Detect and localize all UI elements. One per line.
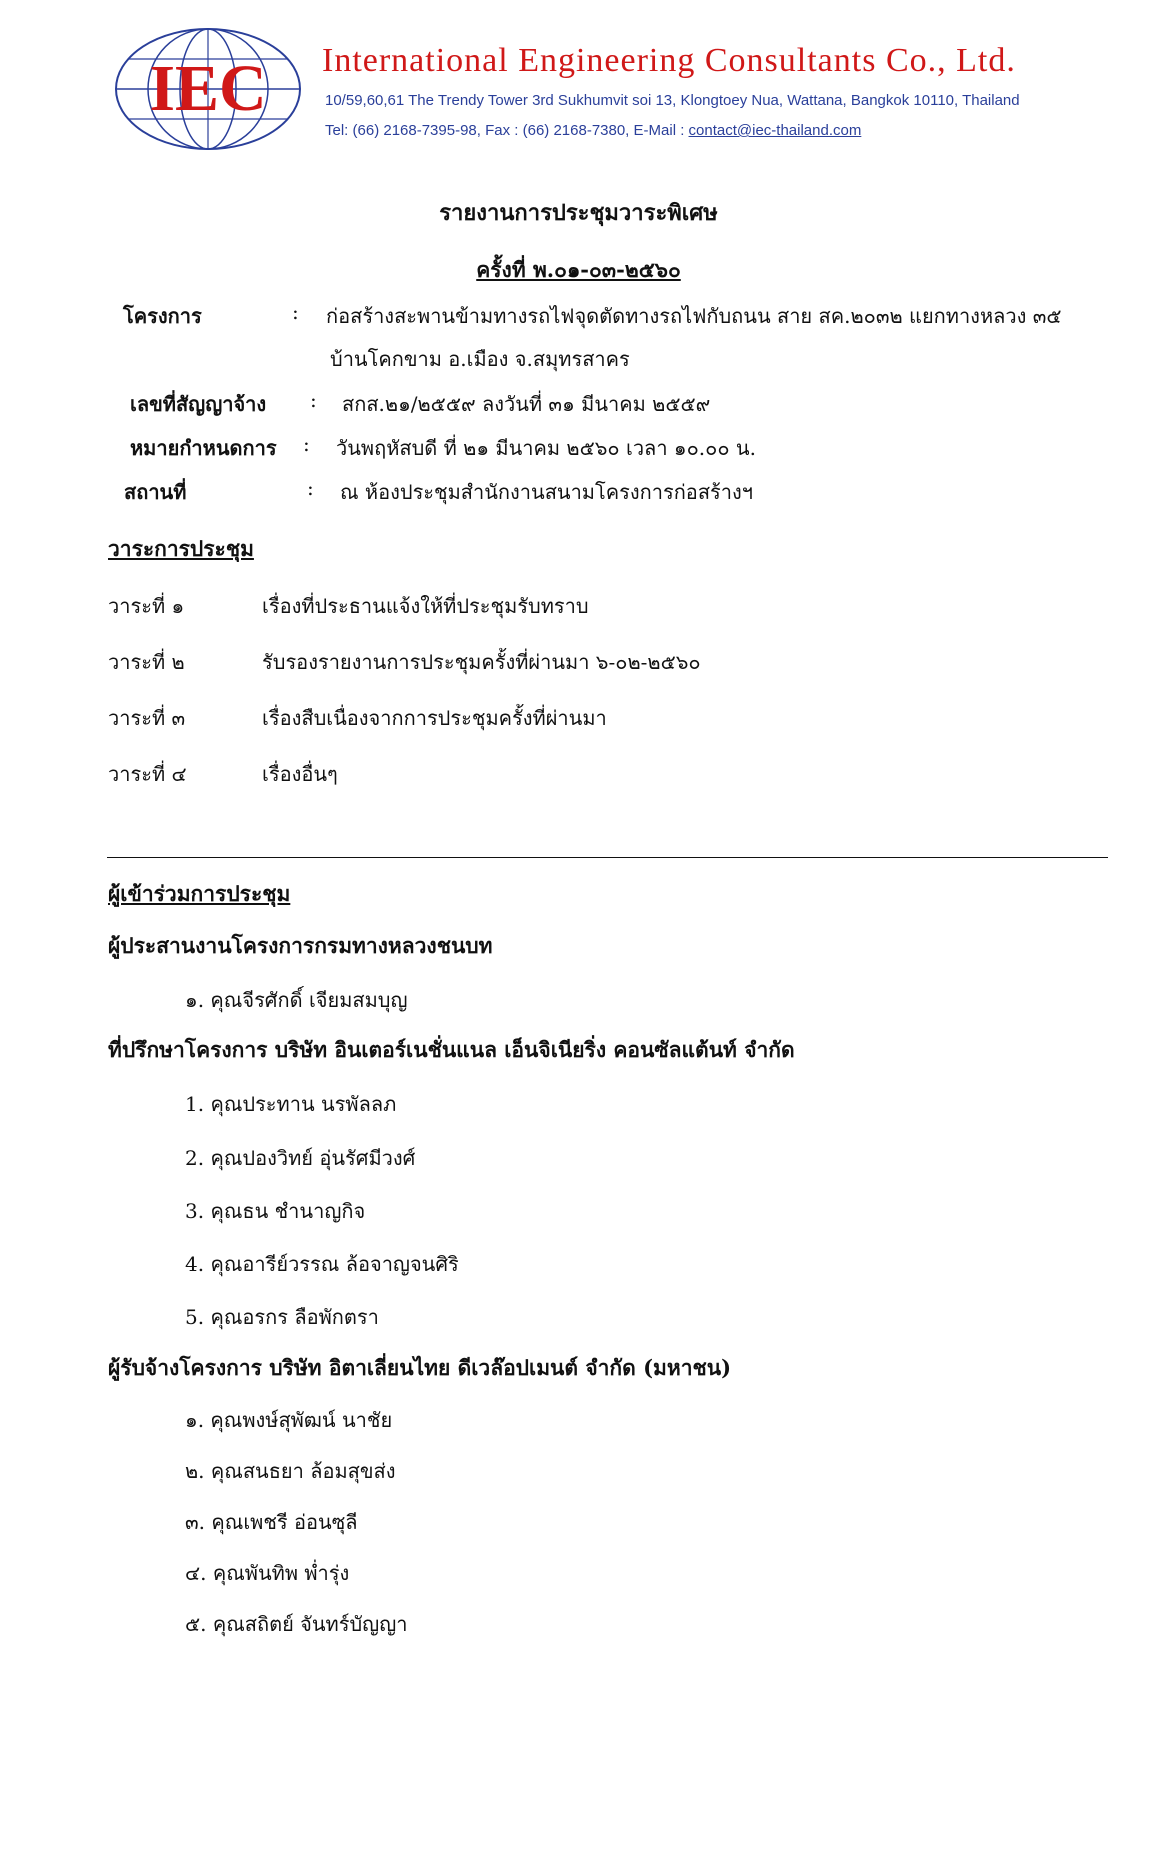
attendee-name: 1. คุณประทาน นรพัลลภ <box>185 1092 397 1116</box>
project-value: ก่อสร้างสะพานข้ามทางรถไฟจุดตัดทางรถไฟกับถนน สาย สค.๒๐๓๒ แยกทางหลวง ๓๕ <box>326 304 1062 328</box>
attendee-name: 4. คุณอารีย์วรรณ ล้อจาญจนศิริ <box>185 1252 459 1276</box>
attendee-name: 3. คุณธน ชำนาญกิจ <box>185 1199 366 1223</box>
agenda-item-text: เรื่องสืบเนื่องจากการประชุมครั้งที่ผ่านมา <box>262 706 607 730</box>
attendee-name: 2. คุณปองวิทย์ อุ่นรัศมีวงศ์ <box>185 1146 416 1170</box>
schedule-label: หมายกำหนดการ <box>130 436 277 460</box>
contract-value: สกส.๒๑/๒๕๕๙ ลงวันที่ ๓๑ มีนาคม ๒๕๕๙ <box>342 392 711 416</box>
agenda-item-text: รับรองรายงานการประชุมครั้งที่ผ่านมา ๖-๐๒-๒๕๖๐ <box>262 650 701 674</box>
venue-value: ณ ห้องประชุมสำนักงานสนามโครงการก่อสร้างฯ <box>340 480 753 504</box>
agenda-item-text: เรื่องที่ประธานแจ้งให้ที่ประชุมรับทราบ <box>262 594 589 618</box>
venue-colon: : <box>307 476 314 500</box>
agenda-heading: วาระการประชุม <box>108 536 254 561</box>
attendee-name: ๓. คุณเพชรี อ่อนซุลี <box>185 1510 358 1534</box>
company-name: International Engineering Consultants Co., Ltd. <box>322 42 1016 79</box>
contact-email-link[interactable]: contact@iec-thailand.com <box>688 122 862 139</box>
contract-colon: : <box>310 388 317 412</box>
agenda-item-number: วาระที่ ๓ <box>108 706 186 730</box>
section-divider <box>107 857 1108 858</box>
globe-logo-icon <box>113 26 303 152</box>
contact-phone-fax: Tel: (66) 2168-7395-98, Fax : (66) 2168-7380, E-Mail : <box>325 122 689 139</box>
attendee-name: 5. คุณอรกร ลือพักตรา <box>185 1305 379 1329</box>
attendee-group-title: ที่ปรึกษาโครงการ บริษัท อินเตอร์เนชั่นแนล เอ็นจิเนียริ่ง คอนซัลแต้นท์ จำกัด <box>108 1037 795 1062</box>
agenda-item-text: เรื่องอื่นๆ <box>262 762 338 786</box>
document-title: รายงานการประชุมวาระพิเศษ <box>439 200 718 226</box>
agenda-item-number: วาระที่ ๔ <box>108 762 187 786</box>
attendee-name: ๒. คุณสนธยา ล้อมสุขส่ง <box>185 1459 396 1483</box>
contract-label: เลขที่สัญญาจ้าง <box>130 392 267 416</box>
project-colon: : <box>292 300 299 324</box>
attendee-name: ๑. คุณพงษ์สุพัฒน์ นาชัย <box>185 1408 393 1432</box>
attendee-name: ๕. คุณสถิตย์ จันทร์บัญญา <box>185 1612 408 1636</box>
venue-label: สถานที่ <box>124 480 187 504</box>
agenda-item-number: วาระที่ ๒ <box>108 650 185 674</box>
company-contact <box>325 122 861 139</box>
logo-text: IEC <box>149 52 267 125</box>
meeting-number: ครั้งที่ พ.๐๑-๐๓-๒๕๖๐ <box>476 257 681 282</box>
company-address: 10/59,60,61 The Trendy Tower 3rd Sukhumvit soi 13, Klongtoey Nua, Wattana, Bangkok 10110, Thailand <box>325 92 1020 109</box>
company-logo <box>113 26 303 152</box>
attendee-name: ๑. คุณจีรศักดิ์ เจียมสมบุญ <box>185 988 408 1012</box>
schedule-colon: : <box>303 432 310 456</box>
attendee-group-title: ผู้รับจ้างโครงการ บริษัท อิตาเลี่ยนไทย ดีเวล๊อปเมนต์ จำกัด (มหาชน) <box>108 1355 732 1380</box>
attendee-group-title: ผู้ประสานงานโครงการกรมทางหลวงชนบท <box>108 933 493 958</box>
project-label: โครงการ <box>123 304 202 328</box>
project-value-line2: บ้านโคกขาม อ.เมือง จ.สมุทรสาคร <box>330 347 630 371</box>
agenda-item-number: วาระที่ ๑ <box>108 594 185 618</box>
attendee-name: ๔. คุณพันทิพ พ่ำรุ่ง <box>185 1561 350 1585</box>
schedule-value: วันพฤหัสบดี ที่ ๒๑ มีนาคม ๒๕๖๐ เวลา ๑๐.๐๐ น. <box>336 436 756 460</box>
attendees-heading: ผู้เข้าร่วมการประชุม <box>108 881 291 906</box>
